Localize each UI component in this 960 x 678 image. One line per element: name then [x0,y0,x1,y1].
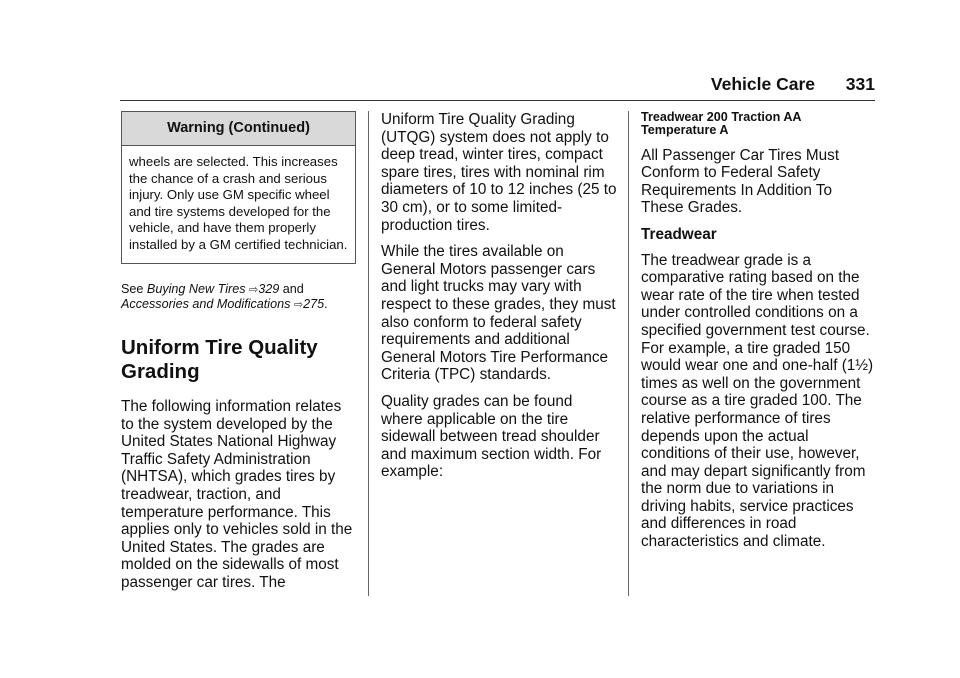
header-section-title: Vehicle Care [710,74,815,94]
ref-page-329[interactable]: 329 [258,281,280,296]
paragraph-federal-requirements: All Passenger Car Tires Must Conform to Federal Safety Requirements In Addition To These Grades. [641,146,840,217]
column-divider-left [368,111,369,596]
paragraph-utqg-scope: Uniform Tire Quality Grading (UTQG) system does not apply to deep tread, winter tires, compact spare tires, tires with nominal rim diameters of 10 to 12 inches (25 to 30 cm), or to some limited-production tires. [381,111,617,234]
page-number: 331 [845,74,875,94]
column-middle [381,111,617,490]
warning-box [121,111,356,264]
treadwear-heading: Treadwear [641,225,717,243]
see-joiner: and [282,281,304,296]
paragraph-quality-grades: Quality grades can be found where applicable on the tire sidewall between tread shoulder and maximum section width. For example: [381,392,602,481]
column-left [121,111,357,601]
section-heading: Uniform Tire Quality Grading [121,335,318,383]
paragraph-treadwear: The treadwear grade is a comparative rating based on the wear rate of the tire when tested under controlled conditions on a specified government test course. For example, a tire graded 150 would wear one and one-half (1½) times as well on the government course as a tire graded 100. The relative performance of tires depends upon the actual conditions of their use, however, and may depart significantly from the norm due to variations in driving habits, service practices and differences in road characteristics and climate. [641,251,874,551]
paragraph-intro: The following information relates to the system developed by the United States National Highway Traffic Safety Administration (NHTSA), which grades tires by treadwear, traction, and temperature performance. This applies only to vehicles sold in the United States. The grades are molded on the sidewalls of most passenger car tires. The [121,397,353,591]
paragraph-gm-standards: While the tires available on General Motors passenger cars and light trucks may vary with respect to these grades, they must also conform to federal safety requirements and additional General Motors Tire Performance Criteria (TPC) standards. [381,243,616,384]
grade-example: Treadwear 200 Traction AA Temperature A [641,110,802,137]
page-header [120,70,875,101]
see-also [121,282,357,312]
column-right [641,111,877,560]
see-prefix: See [121,281,144,296]
warning-body: wheels are selected. This increases the chance of a crash and serious injury. Only use GM specific wheel and tire systems developed for the vehicle, and have them properly installed by a GM certified technician. [129,154,348,252]
ref-accessories-link[interactable]: Accessories and Modifications [121,296,291,311]
page-ref-icon: ⇨ [293,298,304,311]
column-divider-right [628,111,629,596]
ref-page-275[interactable]: 275 [303,296,325,311]
see-end: . [324,296,328,311]
ref-buying-new-tires-link[interactable]: Buying New Tires [146,281,246,296]
warning-title: Warning (Continued) [122,112,355,146]
page-ref-icon: ⇨ [249,283,259,296]
